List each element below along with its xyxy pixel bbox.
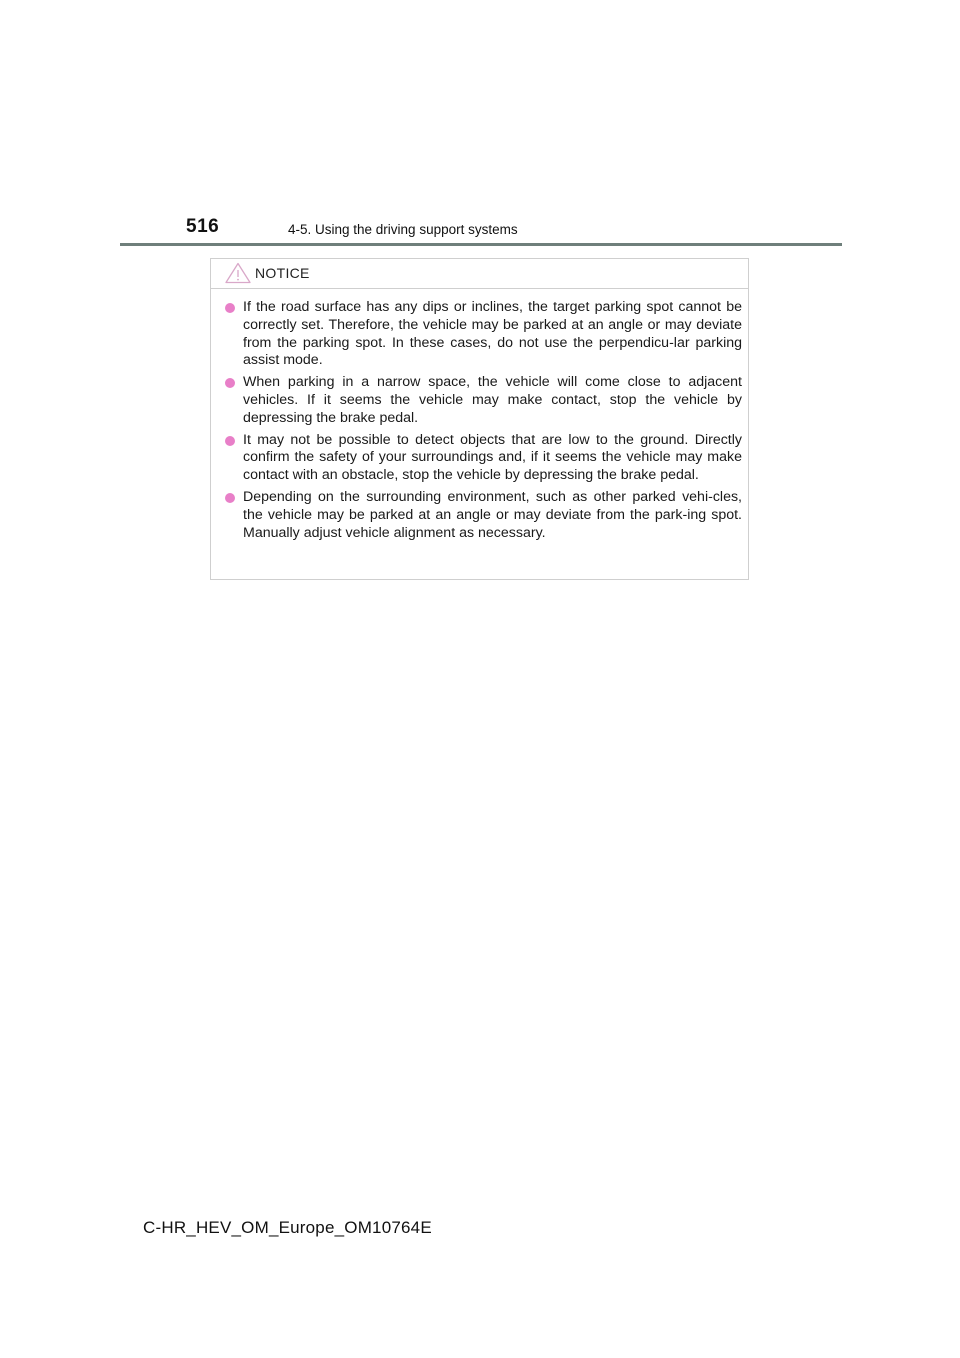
notice-label: NOTICE <box>255 265 310 281</box>
notice-list <box>211 299 748 546</box>
warning-triangle-icon <box>225 262 251 284</box>
notice-item-text: If the road surface has any dips or inclines, the target parking spot cannot be correctly set. Therefore, the vehicle may be parked at an angle or may deviate from the parking spot. In these cases, do not use the perpendicu-lar parking assist mode. <box>243 299 742 369</box>
document-code: C-HR_HEV_OM_Europe_OM10764E <box>143 1218 432 1237</box>
bullet-icon <box>225 493 235 503</box>
notice-item <box>211 374 748 427</box>
bullet-icon <box>225 436 235 446</box>
notice-item-text: When parking in a narrow space, the vehicle will come close to adjacent vehicles. If it seems the vehicle may make contact, stop the vehicle by depressing the brake pedal. <box>243 374 742 426</box>
page-number: 516 <box>186 216 220 237</box>
notice-item <box>211 432 748 485</box>
bullet-icon <box>225 303 235 313</box>
page-header <box>186 216 846 238</box>
notice-box <box>210 258 749 580</box>
notice-item <box>211 489 748 542</box>
notice-item-text: It may not be possible to detect objects that are low to the ground. Directly confirm the safety of your surroundings and, if it seems the vehicle may make contact with an obstacle, stop the vehicle by depressing the brake pedal. <box>243 431 742 484</box>
notice-header <box>211 259 748 289</box>
notice-item-text: Depending on the surrounding environment, such as other parked vehi-cles, the vehicle may be parked at an angle or may deviate from the park-ing spot. Manually adjust vehicle alignment as necessary. <box>243 488 742 541</box>
header-divider <box>120 243 842 246</box>
section-title: 4-5. Using the driving support systems <box>288 222 518 237</box>
bullet-icon <box>225 378 235 388</box>
notice-item <box>211 299 748 370</box>
